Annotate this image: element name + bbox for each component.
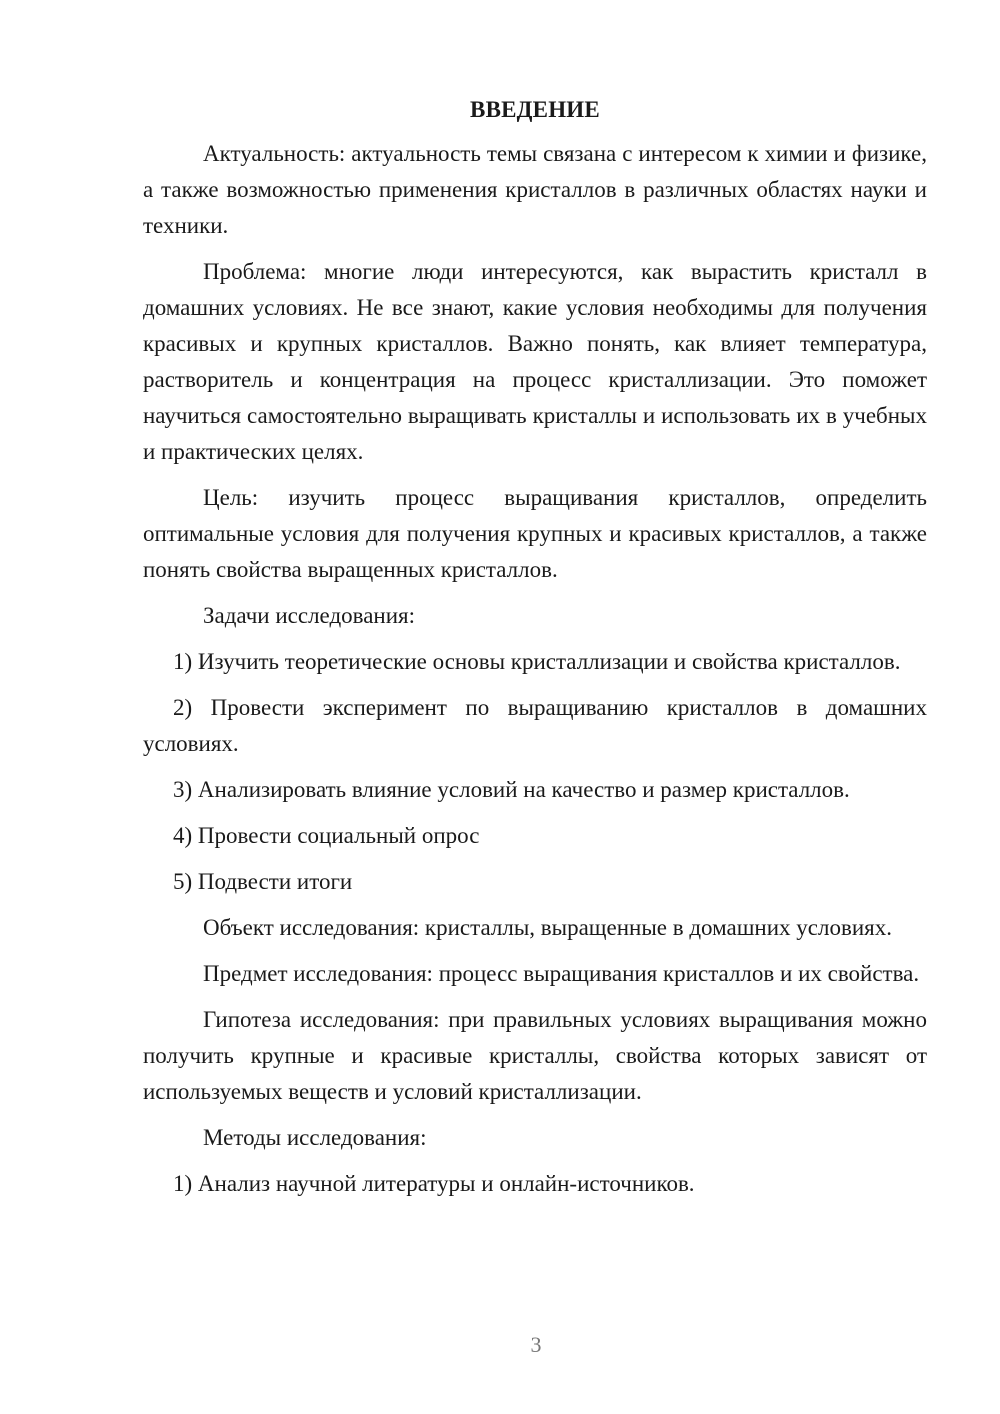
- page-content: [143, 92, 927, 1212]
- task-item: 2) Провести эксперимент по выращиванию кристаллов в домашних условиях.: [143, 695, 927, 756]
- object-paragraph: Объект исследования: кристаллы, выращенные в домашних условиях.: [203, 915, 892, 940]
- hypothesis-paragraph: Гипотеза исследования: при правильных условиях выращивания можно получить крупные и красивые кристаллы, свойства которых зависят от используемых веществ и условий кристаллизации.: [143, 1007, 927, 1104]
- method-item: 1) Анализ научной литературы и онлайн-источников.: [173, 1171, 695, 1196]
- page-number: 3: [530, 1332, 542, 1357]
- methods-title: Методы исследования:: [203, 1125, 427, 1150]
- goal-paragraph: Цель: изучить процесс выращивания кристаллов, определить оптимальные условия для получения крупных и красивых кристаллов, а также понять свойства выращенных кристаллов.: [143, 485, 927, 582]
- section-heading: ВВЕДЕНИЕ: [470, 97, 600, 122]
- task-item: 5) Подвести итоги: [173, 869, 353, 894]
- task-item: 1) Изучить теоретические основы кристаллизации и свойства кристаллов.: [173, 649, 901, 674]
- subject-paragraph: Предмет исследования: процесс выращивания кристаллов и их свойства.: [203, 961, 920, 986]
- tasks-title: Задачи исследования:: [203, 603, 416, 628]
- task-item: 3) Анализировать влияние условий на качество и размер кристаллов.: [173, 777, 850, 802]
- problem-paragraph: Проблема: многие люди интересуются, как вырастить кристалл в домашних условиях. Не все знают, какие условия необходимы для получения красивых и крупных кристаллов. Важно понять, как влияет температура, растворитель и концентрация на процесс кристаллизации. Это поможет научиться самостоятельно выращивать кристаллы и использовать их в учебных и практических целях.: [143, 259, 927, 464]
- task-item: 4) Провести социальный опрос: [173, 823, 480, 848]
- relevance-paragraph: Актуальность: актуальность темы связана с интересом к химии и физике, а также возможностью применения кристаллов в различных областях науки и техники.: [143, 141, 927, 238]
